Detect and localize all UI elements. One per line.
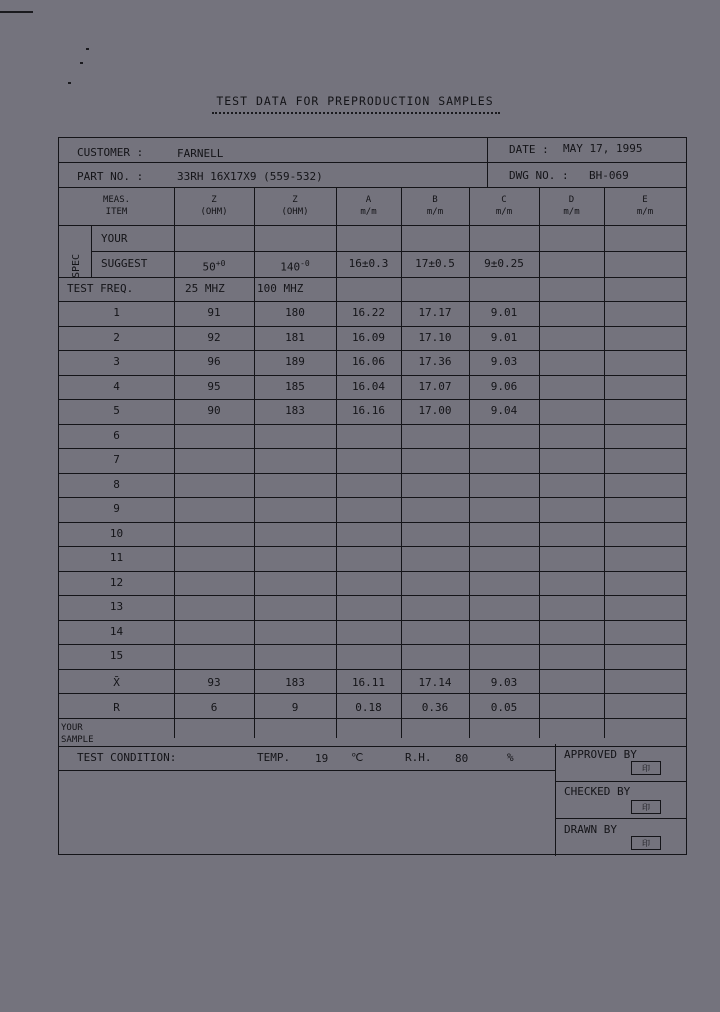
spec-your-label: YOUR (101, 232, 128, 245)
sample-z1-value: 92 (207, 330, 221, 344)
rule (59, 644, 686, 645)
sample-z1-value: 91 (207, 306, 221, 319)
xbar-a: 16.11 (351, 676, 386, 689)
rule (59, 375, 686, 376)
sample-c-value: 9.06 (490, 379, 518, 393)
suggest-z2: $140^{-0}$ (280, 259, 310, 274)
sample-number: 1 (113, 306, 120, 319)
test-data-form (58, 137, 687, 855)
sample-z2-value: 181 (285, 330, 305, 344)
rule (59, 162, 686, 163)
rule (59, 448, 686, 449)
xbar-c: 9.03 (490, 676, 518, 689)
suggest-a: 16±0.3 (348, 257, 389, 270)
sample-number: 8 (113, 477, 120, 491)
spec-suggest-label: SUGGEST (101, 257, 148, 270)
sample-number: 15 (109, 649, 124, 662)
col-z1-name: Z (211, 195, 217, 205)
sample-z2-value: 189 (285, 355, 305, 368)
sample-b-value: 17.00 (418, 404, 452, 417)
rule (59, 301, 686, 302)
rule (59, 669, 686, 670)
rule (59, 693, 686, 694)
sample-number: 12 (109, 575, 124, 589)
rule (555, 744, 556, 856)
rh-value: 80 (455, 752, 469, 765)
col-z2-name: Z (292, 195, 298, 205)
spec-group-label: SPEC (71, 253, 82, 278)
sample-z2-value: 180 (285, 306, 305, 319)
rule (59, 424, 686, 425)
sample-a-value: 16.16 (351, 404, 386, 417)
rule (401, 187, 402, 738)
rule (59, 746, 686, 747)
xbar-label: X̄ (113, 676, 120, 689)
rule (539, 187, 540, 738)
sample-number: 14 (109, 624, 124, 638)
range-b: 0.36 (421, 701, 449, 714)
drawn-seal: 印 (631, 836, 661, 850)
suggest-z1: $50^{+0}$ (202, 259, 226, 274)
rule (555, 818, 686, 819)
rule (59, 473, 686, 474)
drawn-by-label: DRAWN BY (564, 823, 617, 836)
rule (59, 497, 686, 498)
rule (469, 187, 470, 738)
sample-number: 10 (109, 526, 124, 540)
col-e-name: E (642, 195, 648, 205)
rule (604, 187, 605, 738)
your-sample-label-2: SAMPLE (61, 735, 94, 745)
meas-item-header-1: MEAS. (102, 195, 131, 205)
checked-seal: 印 (631, 800, 661, 814)
sample-b-value: 17.36 (418, 355, 452, 368)
sample-number: 3 (113, 355, 120, 368)
rule (59, 350, 686, 351)
test-freq-label: TEST FREQ. (67, 282, 134, 295)
rule (91, 251, 686, 252)
rule (254, 187, 255, 738)
date-value: MAY 17, 1995 (563, 142, 643, 155)
sample-z2-value: 185 (285, 379, 305, 393)
sample-z1-value: 95 (207, 379, 221, 393)
range-label: R (113, 701, 120, 714)
temp-value: 19 (315, 752, 329, 765)
rh-unit: % (507, 751, 514, 764)
sample-c-value: 9.01 (490, 306, 518, 319)
rule (59, 546, 686, 547)
sample-c-value: 9.04 (490, 404, 518, 417)
part-number-label: PART NO. : (77, 170, 144, 183)
range-z2: 9 (291, 701, 299, 714)
sample-a-value: 16.09 (351, 330, 386, 344)
sample-z1-value: 96 (207, 355, 221, 368)
range-c: 0.05 (490, 701, 518, 714)
meas-item-header-2: ITEM (105, 207, 128, 217)
col-d-name: D (568, 195, 575, 205)
rule (59, 571, 686, 572)
sample-a-value: 16.04 (351, 379, 386, 393)
checked-by-label: CHECKED BY (564, 785, 631, 798)
rule (59, 225, 686, 226)
rule (59, 326, 686, 327)
col-b-name: B (432, 195, 438, 205)
sample-number: 5 (113, 404, 120, 417)
your-sample-label-1: YOUR (61, 723, 83, 733)
rule (59, 187, 686, 188)
sample-z2-value: 183 (285, 404, 305, 417)
suggest-c: 9±0.25 (484, 257, 524, 270)
rule (59, 399, 686, 400)
sample-number: 11 (109, 551, 124, 564)
speck (80, 62, 83, 64)
rule (555, 781, 686, 782)
rule (59, 718, 686, 719)
rule (336, 187, 337, 738)
rule (487, 138, 488, 187)
dwg-number-label: DWG NO. : (509, 169, 569, 182)
speck (86, 48, 89, 50)
col-e-unit: m/m (636, 207, 654, 217)
sample-b-value: 17.07 (418, 379, 452, 393)
rule (59, 595, 686, 596)
sample-number: 9 (113, 502, 120, 515)
speck (68, 82, 71, 84)
sample-number: 2 (113, 330, 120, 344)
rule (59, 522, 686, 523)
sample-number: 7 (113, 453, 120, 466)
range-a: 0.18 (355, 701, 382, 714)
col-a-unit: m/m (360, 207, 377, 217)
customer-value: FARNELL (177, 147, 224, 160)
edge-mark (0, 11, 33, 13)
rule (174, 187, 175, 738)
col-d-unit: m/m (563, 207, 580, 217)
col-z2-unit: (OHM) (281, 207, 309, 217)
sample-z1-value: 90 (207, 404, 221, 417)
xbar-b: 17.14 (418, 676, 452, 689)
sample-number: 6 (113, 428, 120, 442)
title-underline (212, 112, 500, 114)
test-freq-z2: 100 MHZ (257, 282, 304, 295)
customer-label: CUSTOMER : (77, 146, 144, 159)
temp-unit: ℃ (351, 751, 364, 764)
rh-label: R.H. (405, 751, 432, 764)
sample-b-value: 17.17 (418, 306, 452, 319)
xbar-z2: 183 (285, 676, 305, 689)
xbar-z1: 93 (207, 676, 221, 689)
sample-b-value: 17.10 (418, 330, 452, 344)
sample-number: 4 (113, 379, 120, 393)
col-z1-unit: (OHM) (200, 207, 228, 217)
sample-c-value: 9.03 (490, 355, 518, 368)
col-c-unit: m/m (495, 207, 513, 217)
col-a-name: A (365, 195, 372, 205)
part-number-value: 33RH 16X17X9 (559-532) (177, 170, 323, 183)
approved-seal: 印 (631, 761, 661, 775)
temp-label: TEMP. (257, 751, 291, 764)
sample-c-value: 9.01 (490, 330, 518, 344)
col-c-name: C (501, 195, 507, 205)
rule (59, 277, 686, 278)
sample-a-value: 16.06 (351, 355, 386, 368)
range-z1: 6 (210, 701, 218, 714)
test-condition-label: TEST CONDITION: (77, 751, 177, 764)
document-title: TEST DATA FOR PREPRODUCTION SAMPLES (216, 94, 494, 108)
test-freq-z1: 25 MHZ (185, 282, 225, 295)
date-label: DATE : (509, 143, 549, 156)
col-b-unit: m/m (426, 207, 444, 217)
rule (59, 770, 555, 771)
suggest-b: 17±0.5 (415, 257, 455, 270)
approved-by-label: APPROVED BY (564, 748, 637, 761)
sample-number: 13 (109, 600, 124, 613)
rule (59, 620, 686, 621)
dwg-number-value: BH-069 (589, 169, 629, 182)
sample-a-value: 16.22 (351, 306, 386, 319)
